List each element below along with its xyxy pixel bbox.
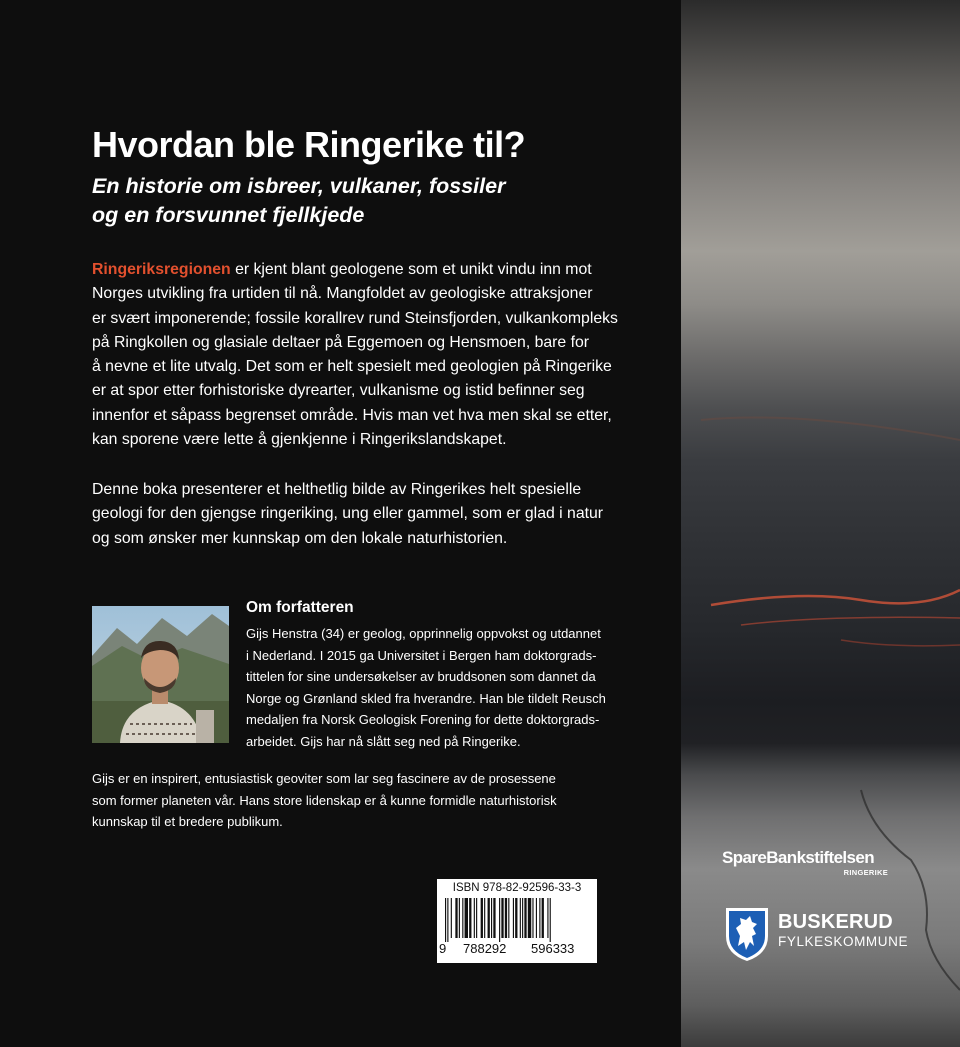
- author-more-line: som former planeten vår. Hans store lidenskap er å kunne formidle naturhistorisk: [92, 792, 557, 808]
- buskerud-shield-icon: [724, 906, 770, 962]
- isbn-label: ISBN 978-82-92596-33-3: [452, 882, 582, 894]
- lava-streaks-decoration: [681, 0, 960, 1047]
- intro-line: på Ringkollen og glasiale deltaer på Eggemoen og Hensmoen, bare for: [92, 333, 590, 351]
- subtitle-line-2: og en forsvunnet fjellkjede: [92, 203, 365, 227]
- author-bio: [246, 623, 606, 753]
- author-bio-line: i Nederland. I 2015 ga Universitet i Bergen ham doktorgrads-: [246, 647, 597, 663]
- region-highlight: Ringeriksregionen: [92, 261, 231, 278]
- intro-line: er at spor etter forhistoriske dyrearter, vulkanisme og istid befinner seg: [92, 382, 585, 400]
- description-line: og som ønsker mer kunnskap om den lokale naturhistorien.: [92, 529, 508, 547]
- isbn-barcode: [437, 879, 597, 963]
- barcode-digit-group-1: 788292: [463, 941, 507, 956]
- sparebankstiftelsen-name: SpareBankstiftelsen: [722, 848, 875, 867]
- book-title: Hvordan ble Ringerike til?: [92, 124, 526, 165]
- author-photo: [92, 606, 229, 743]
- intro-line: å nevne et lite utvalg. Det som er helt spesielt med geologien på Ringerike: [92, 358, 612, 376]
- author-bio-line: medaljen fra Norsk Geologisk Forening for dette doktorgrads-: [246, 712, 600, 728]
- author-bio-line: arbeidet. Gijs har nå slått seg ned på Ringerike.: [246, 733, 521, 749]
- description-line: geologi for den gjengse ringeriking, ung eller gammel, som er glad i natur: [92, 505, 604, 523]
- author-heading: Om forfatteren: [246, 599, 354, 616]
- barcode-digit-first: 9: [439, 941, 447, 956]
- author-more-line: Gijs er en inspirert, entusiastisk geoviter som lar seg fascinere av de prosessene: [92, 771, 556, 786]
- intro-line: er svært imponerende; fossile korallrev rund Steinsfjorden, vulkankompleks: [92, 309, 618, 327]
- author-bio-line: Gijs Henstra (34) er geolog, opprinnelig oppvokst og utdannet: [246, 626, 601, 641]
- description-paragraph: [92, 478, 652, 551]
- intro-line: er kjent blant geologene som et unikt vindu inn mot: [230, 261, 592, 278]
- barcode-digit-group-2: 596333: [531, 941, 575, 956]
- author-more-line: kunnskap til et bredere publikum.: [92, 814, 283, 830]
- intro-line: innenfor et såpass begrenset område. Hvis man vet hva men skal se etter,: [92, 406, 612, 424]
- intro-line: Norges utvikling fra urtiden til nå. Mangfoldet av geologiske attraksjoner: [92, 285, 593, 303]
- buskerud-name: BUSKERUD: [778, 911, 893, 933]
- sparebankstiftelsen-sub: RINGERIKE: [843, 868, 888, 877]
- buskerud-sub: FYLKESKOMMUNE: [778, 934, 909, 949]
- intro-line: kan sporene være lette å gjenkjenne i Ringerikslandskapet.: [92, 431, 507, 449]
- barcode-bars: [445, 898, 589, 942]
- author-bio-line: tittelen for sine undersøkelser av bruddsonen som dannet da: [246, 669, 596, 685]
- author-more: [92, 768, 592, 833]
- intro-paragraph: [92, 258, 652, 452]
- book-subtitle: [92, 172, 612, 230]
- description-line: Denne boka presenterer et helthetlig bilde av Ringerikes helt spesielle: [92, 481, 582, 498]
- sparebankstiftelsen-logo: [722, 848, 892, 877]
- author-bio-line: Norge og Grønland skled fra hverandre. Han ble tildelt Reusch: [246, 690, 606, 706]
- subtitle-line-1: En historie om isbreer, vulkaner, fossiler: [92, 174, 506, 198]
